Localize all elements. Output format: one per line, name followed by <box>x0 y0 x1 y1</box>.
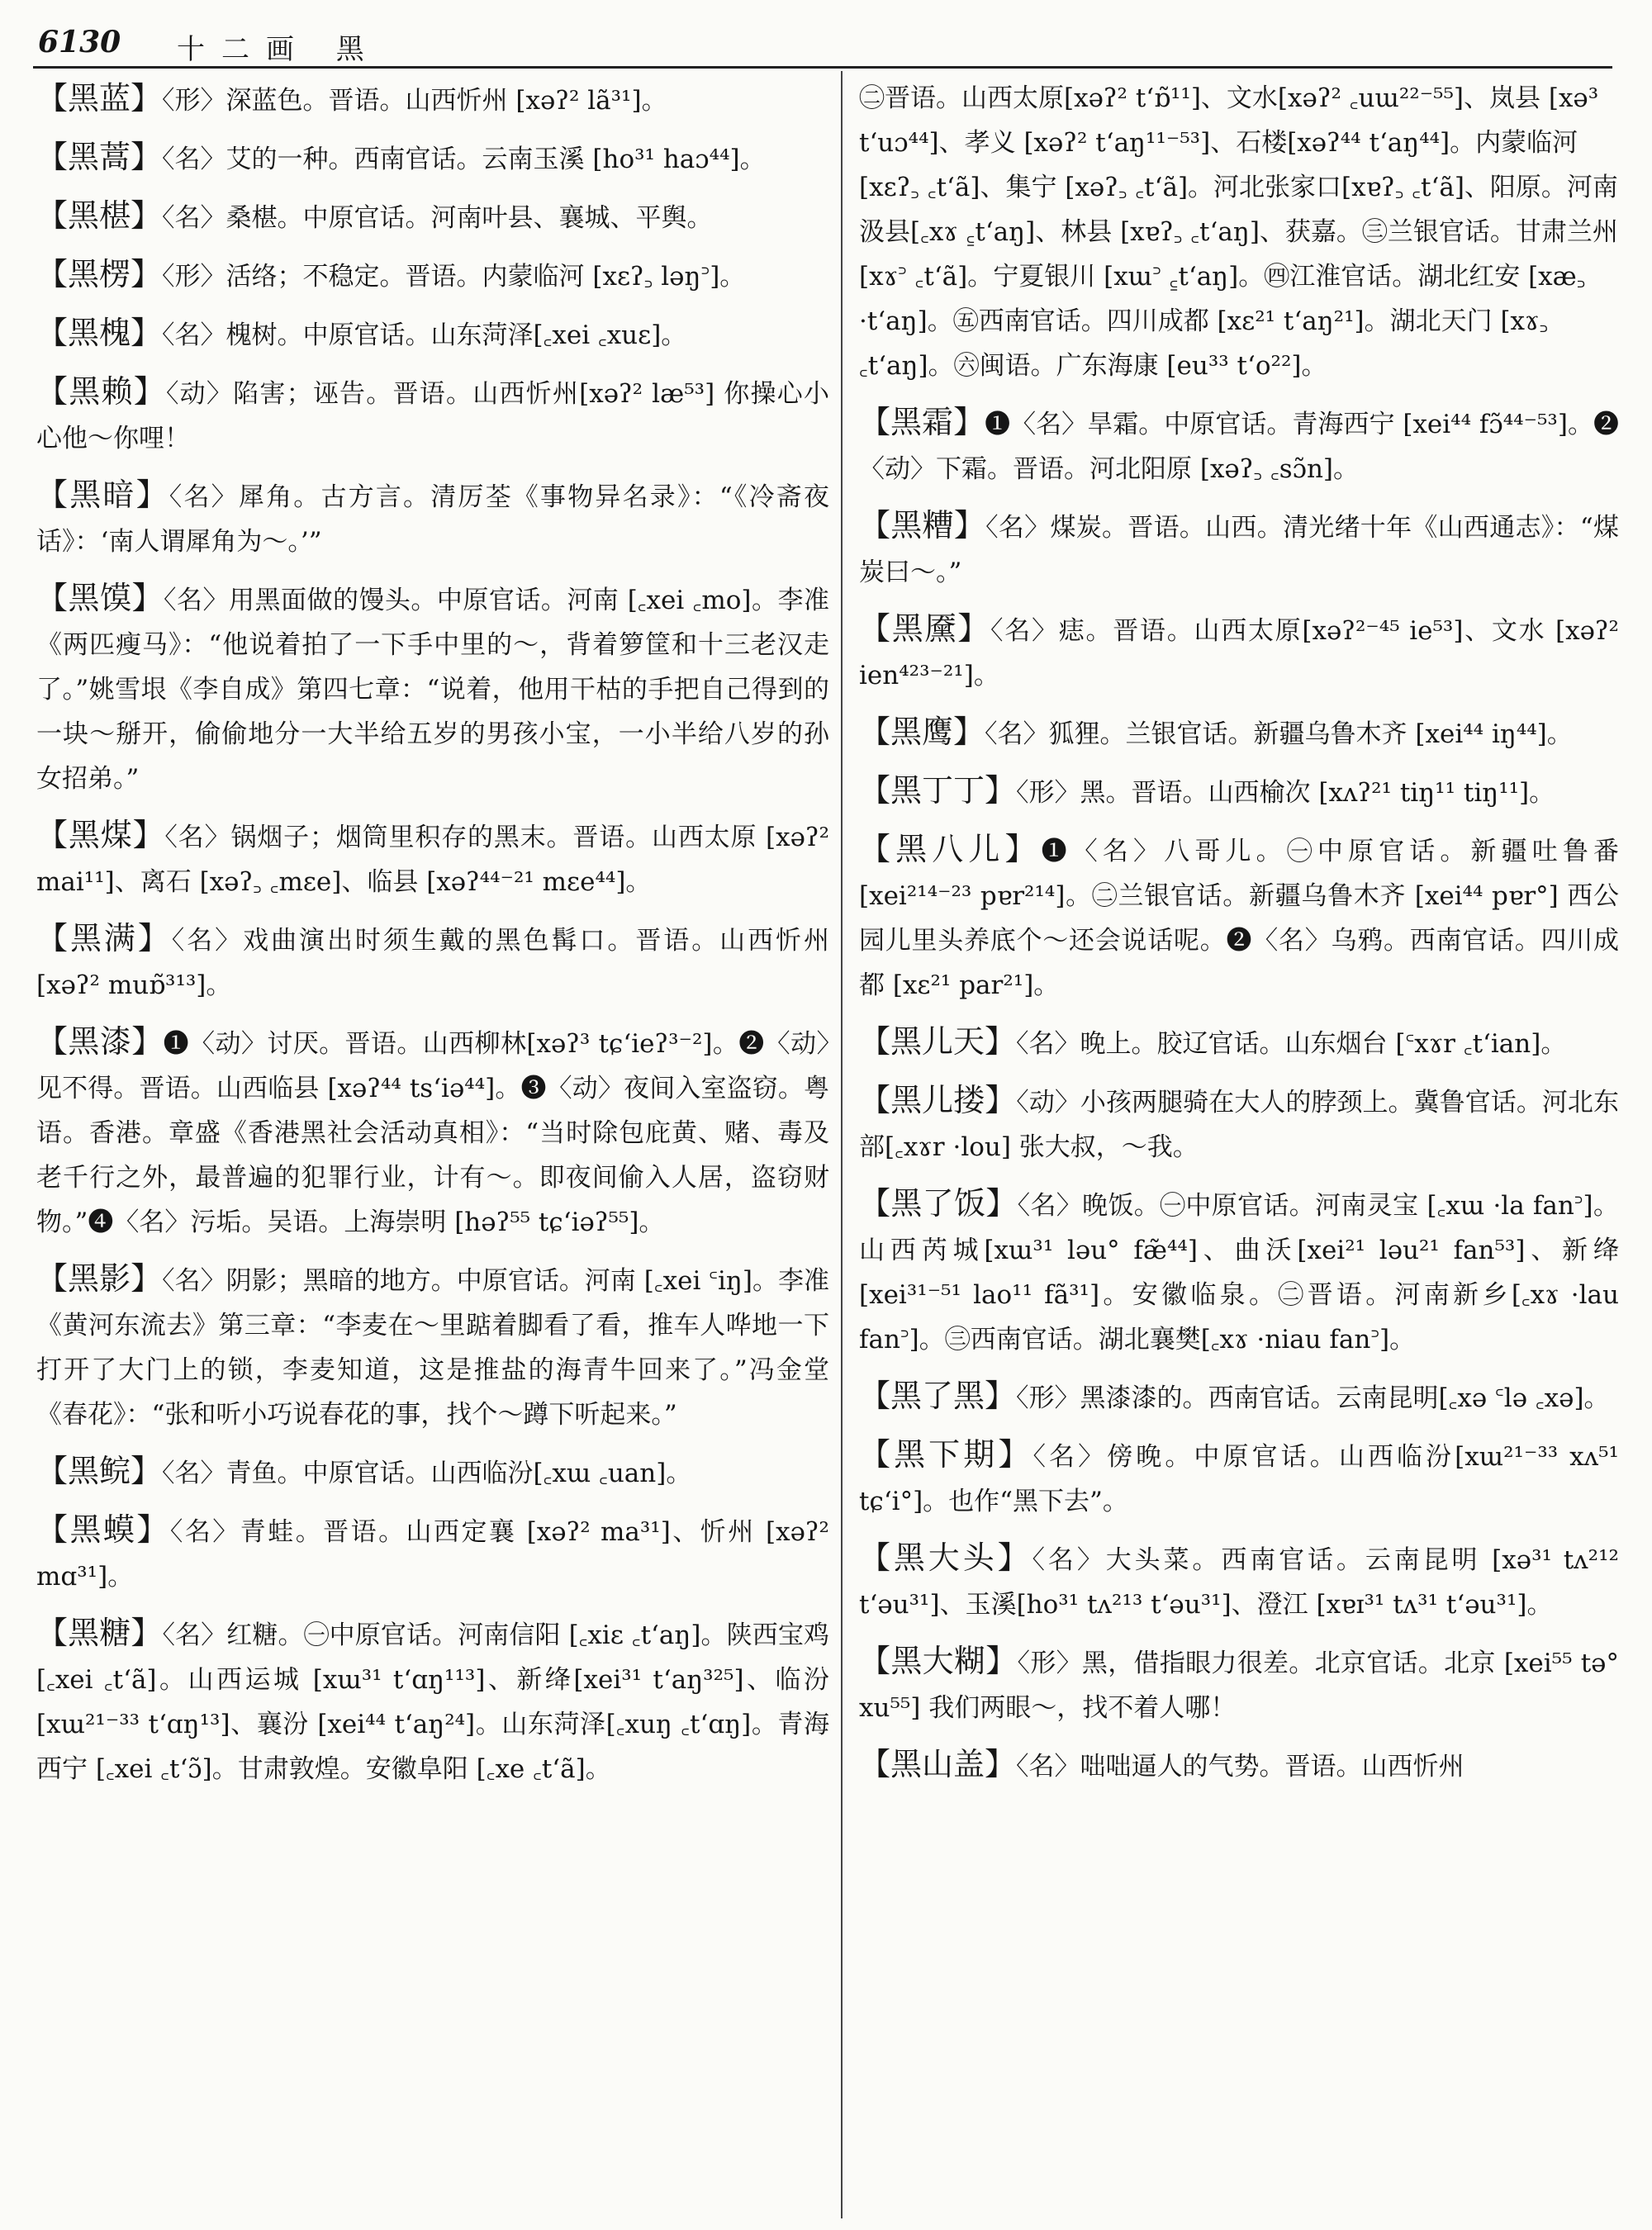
entry-definition: 〈名〉阴影；黑暗的地方。中原官话。河南 [꜀xei ꜂iŋ]。李准《黄河东流去》第三章：“李麦在～里踮着脚看了看，推车人哗地一下打开了大门上的锁，李麦知道，这是推盐的海青牛回来了。”冯金堂《春花》：“张和听小巧说春花的事，找个～蹲下听起来。” <box>36 1266 829 1430</box>
entry-headword: 【 黑鹰 】 <box>859 714 985 750</box>
entry-headword: 【 黑楞 】 <box>36 256 162 292</box>
entry-headword: 【 黑漆 】 <box>36 1023 164 1060</box>
dictionary-entry <box>36 76 829 123</box>
dictionary-entry <box>859 1742 1619 1789</box>
entry-definition: 〈形〉活络；不稳定。晋语。内蒙临河 [xɛʔ꜆ ləŋ꜄]。 <box>162 262 746 292</box>
dictionary-entry <box>859 1181 1619 1362</box>
entry-headword: 【 黑霜 】 <box>859 404 985 440</box>
entry-headword: 【 黑暗 】 <box>36 477 169 513</box>
dictionary-entry <box>859 768 1619 815</box>
entry-definition: ㊁晋语。山西太原[xəʔ² tʻɒ̃¹¹]、文水[xəʔ² ꜀uɯ²²⁻⁵⁵]、岚县 [xə³ tʻuɔ⁴⁴]、孝义 [xəʔ² tʻaŋ¹¹⁻⁵³]、石楼[xəʔ⁴⁴ tʻaŋ⁴⁴]。内蒙临河 [xɛʔ꜆ ꜀tʻã]、集宁 [xəʔ꜆ ꜀tʻã]。河北张家口[xɐʔ꜆ ꜀tʻã]、阳原。河南汲县[꜀xɤ ꜁tʻaŋ]、林县 [xɐʔ꜆ ꜀tʻaŋ]、获嘉。㊂兰银官话。甘肃兰州 [xɤ꜄ ꜀tʻã]。宁夏银川 [xɯ꜄ ꜁tʻaŋ]。㊃江淮官话。湖北红安 [xæ꜆ ·tʻaŋ]。㊄西南官话。四川成都 [xɛ²¹ tʻaŋ²¹]。湖北天门 [xɤ꜆ ꜀tʻaŋ]。㊅闽语。广东海康 [eu³³ tʻo²²]。 <box>859 83 1618 381</box>
entry-definition: 〈名〉傍晚。中原官话。山西临汾[xɯ²¹⁻³³ xʌ⁵¹ tɕʻi°]。也作“黑下去”。 <box>859 1442 1619 1516</box>
dictionary-entry <box>859 827 1619 1008</box>
entry-definition: ❶〈动〉讨厌。晋语。山西柳林[xəʔ³ tɕʻieʔ³⁻²]。❷〈动〉见不得。晋语。山西临县 [xəʔ⁴⁴ tsʻiə⁴⁴]。❸〈动〉夜间入室盗窃。粤语。香港。章盛《香港黑社会活动真相》：“当时除包庇黄、赌、毒及老千行之外，最普遍的犯罪行业，计有～。即夜间偷入人居，盗窃财物。”❹〈名〉污垢。吴语。上海崇明 [həʔ⁵⁵ tɕʻiəʔ⁵⁵]。 <box>36 1029 829 1237</box>
dictionary-entry <box>36 813 829 904</box>
entry-definition: 〈名〉煤炭。晋语。山西。清光绪十年《山西通志》：“煤炭曰～。” <box>859 513 1619 587</box>
entry-headword: 【 黑馍 】 <box>36 580 164 616</box>
entry-headword: 【 黑鲩 】 <box>36 1453 162 1489</box>
entry-definition: 〈名〉大头菜。西南官话。云南昆明 [xə³¹ tʌ²¹² tʻəu³¹]、玉溪[ho³¹ tʌ²¹³ tʻəu³¹]、澄江 [xɐɪ³¹ tʌ³¹ tʻəu³¹]。 <box>859 1545 1619 1620</box>
entry-headword: 【 黑儿天 】 <box>859 1023 1016 1060</box>
entry-definition: 〈名〉咄咄逼人的气势。晋语。山西忻州 <box>1016 1752 1464 1782</box>
entry-headword: 【 黑椹 】 <box>36 197 162 234</box>
entry-definition: ❶〈名〉八哥儿。㊀中原官话。新疆吐鲁番 [xei²¹⁴⁻²³ pɐr²¹⁴]。㊁兰银官话。新疆乌鲁木齐 [xei⁴⁴ pɐr°] 西公园儿里头养底个～还会说话呢。❷〈名〉乌鸦。西南官话。四川成都 [xɛ²¹ par²¹]。 <box>859 837 1619 1000</box>
entry-continuation <box>859 76 1619 388</box>
entry-definition: 〈名〉红糖。㊀中原官话。河南信阳 [꜀xiɛ ꜀tʻaŋ]。陕西宝鸡 [꜀xei ꜀tʻã]。山西运城 [xɯ³¹ tʻɑŋ¹¹³]、新绛[xei³¹ tʻaŋ³²⁵]、临汾[xɯ²¹⁻³³ tʻɑŋ¹³]、襄汾 [xei⁴⁴ tʻaŋ²⁴]。山东菏泽[꜀xuŋ ꜀tʻɑŋ]。青海西宁 [꜀xei ꜀tʻɔ̃]。甘肃敦煌。安徽阜阳 [꜀xe ꜀tʻã]。 <box>36 1620 829 1784</box>
entry-headword: 【 黑儿搂 】 <box>859 1082 1016 1118</box>
entry-headword: 【 黑蒿 】 <box>36 139 162 175</box>
dictionary-entry <box>859 606 1619 698</box>
dictionary-entry <box>36 369 829 461</box>
dictionary-entry <box>36 1256 829 1437</box>
entry-headword: 【 黑槐 】 <box>36 315 162 351</box>
entry-definition: 〈形〉黑。晋语。山西榆次 [xʌʔ²¹ tiŋ¹¹ tiŋ¹¹]。 <box>1016 778 1555 808</box>
dictionary-entry <box>859 1019 1619 1066</box>
right-column <box>859 76 1619 2223</box>
entry-headword: 【 黑八儿 】 <box>859 831 1042 867</box>
dictionary-entry <box>859 1432 1619 1524</box>
page-header <box>38 15 1607 64</box>
dictionary-entry <box>859 1374 1619 1421</box>
entry-headword: 【 黑山盖 】 <box>859 1746 1016 1782</box>
page-title: 十二画 黑 <box>177 33 381 66</box>
entry-definition: 〈名〉戏曲演出时须生戴的黑色髯口。晋语。山西忻州 [xəʔ² muɒ̃³¹³]。 <box>36 926 829 1000</box>
entry-definition: 〈名〉青蛙。晋语。山西定襄 [xəʔ² ma³¹]、忻州 [xəʔ² mɑ³¹]。 <box>36 1517 829 1592</box>
entry-definition: 〈名〉狐狸。兰银官话。新疆乌鲁木齐 [xei⁴⁴ iŋ⁴⁴]。 <box>985 719 1573 749</box>
dictionary-entry <box>859 503 1619 595</box>
dictionary-entry <box>36 1019 829 1245</box>
dictionary-entry <box>36 311 829 358</box>
entry-headword: 【 黑影 】 <box>36 1260 162 1297</box>
dictionary-entry <box>36 472 829 564</box>
entry-definition: 〈形〉黑，借指眼力很差。北京官话。北京 [xei⁵⁵ tə° xu⁵⁵] 我们两眼～，找不着人哪！ <box>859 1649 1619 1723</box>
entry-headword: 【 黑蓝 】 <box>36 80 162 116</box>
entry-definition: 〈名〉锅烟子；烟筒里积存的黑末。晋语。山西太原 [xəʔ² mai¹¹]、离石 [xəʔ꜆ ꜀mɛe]、临县 [xəʔ⁴⁴⁻²¹ mɛe⁴⁴]。 <box>36 823 829 897</box>
entry-headword: 【 黑丁丁 】 <box>859 772 1016 809</box>
entry-definition: ❶〈名〉旱霜。中原官话。青海西宁 [xei⁴⁴ fɔ̃⁴⁴⁻⁵³]。❷〈动〉下霜。晋语。河北阳原 [xəʔ꜆ ꜀sɔ̃n]。 <box>859 410 1619 484</box>
dictionary-entry <box>36 1611 829 1791</box>
dictionary-entry <box>859 1078 1619 1170</box>
entry-headword: 【 黑糟 】 <box>859 507 985 543</box>
header-rule <box>33 66 1612 69</box>
left-column <box>36 76 829 2223</box>
entry-definition: 〈形〉黑漆漆的。西南官话。云南昆明[꜀xə ꜂lə ꜀xə]。 <box>1016 1383 1610 1413</box>
entry-definition: 〈名〉犀角。古方言。清厉荃《事物异名录》：“《冷斋夜话》：‘南人谓犀角为～。’” <box>36 482 829 557</box>
entry-headword: 【 黑黡 】 <box>859 610 990 647</box>
dictionary-entry <box>36 135 829 182</box>
entry-headword: 【 黑满 】 <box>36 920 172 956</box>
entry-headword: 【 黑了黑 】 <box>859 1378 1016 1414</box>
dictionary-entry <box>859 1639 1619 1730</box>
entry-definition: 〈动〉陷害；诬告。晋语。山西忻州[xəʔ² læ⁵³] 你操心小心他～你哩！ <box>36 379 829 453</box>
entry-definition: 〈名〉青鱼。中原官话。山西临汾[꜀xɯ ꜀uan]。 <box>162 1459 692 1488</box>
column-divider <box>841 71 843 2218</box>
entry-definition: 〈名〉槐树。中原官话。山东菏泽[꜀xei ꜀xuɛ]。 <box>162 320 687 350</box>
dictionary-entry <box>36 1507 829 1599</box>
entry-headword: 【 黑蟆 】 <box>36 1511 170 1548</box>
entry-definition: 〈名〉痣。晋语。山西太原[xəʔ²⁻⁴⁵ ie⁵³]、文水 [xəʔ² ien⁴²³⁻²¹]。 <box>859 616 1619 690</box>
dictionary-entry <box>859 1535 1619 1627</box>
entry-headword: 【 黑下期 】 <box>859 1436 1032 1473</box>
dictionary-entry <box>859 709 1619 757</box>
entry-definition: 〈名〉晚上。胶辽官话。山东烟台 [꜂xɤr ꜀tʻian]。 <box>1016 1029 1567 1059</box>
entry-headword: 【 黑大头 】 <box>859 1540 1032 1576</box>
dictionary-entry <box>36 252 829 299</box>
dictionary-entry <box>36 576 829 801</box>
entry-definition: 〈名〉晚饭。㊀中原官话。河南灵宝 [꜀xɯ ·la fan꜄]。山西芮城[xɯ³¹ ləu° fæ̃⁴⁴]、曲沃[xei²¹ ləu²¹ fan⁵³]、新绛 [xei³¹⁻⁵¹ lao¹¹ fã³¹]。安徽临泉。㊁晋语。河南新乡[꜀xɤ ·lau fan꜄]。㊂西南官话。湖北襄樊[꜀xɤ ·niau fan꜄]。 <box>859 1191 1619 1355</box>
dictionary-entry <box>36 916 829 1008</box>
entry-definition: 〈名〉桑椹。中原官话。河南叶县、襄城、平舆。 <box>162 203 713 233</box>
entry-definition: 〈名〉艾的一种。西南官话。云南玉溪 [ho³¹ haɔ⁴⁴]。 <box>162 145 766 174</box>
dictionary-entry <box>36 193 829 240</box>
dictionary-entry <box>36 1449 829 1496</box>
entry-headword: 【 黑赖 】 <box>36 373 166 410</box>
entry-definition: 〈动〉小孩两腿骑在大人的脖颈上。冀鲁官话。河北东部[꜀xɤr ·lou] 张大叔，～我。 <box>859 1088 1619 1162</box>
page-number: 6130 <box>38 25 121 59</box>
entry-headword: 【 黑大糊 】 <box>859 1643 1018 1679</box>
entry-definition: 〈名〉用黑面做的馒头。中原官话。河南 [꜀xei ꜀mo]。李准《两匹瘦马》：“他说着拍了一下手中里的～，背着箩筐和十三老汉走了。”姚雪垠《李自成》第四七章：“说着，他用干枯的手把自己得到的一块～掰开，偷偷地分一大半给五岁的男孩小宝，一小半给八岁的孙女招弟。” <box>36 586 829 794</box>
entry-definition: 〈形〉深蓝色。晋语。山西忻州 [xəʔ² lã³¹]。 <box>162 86 667 116</box>
entry-headword: 【 黑煤 】 <box>36 817 164 853</box>
entry-headword: 【 黑了饭 】 <box>859 1185 1018 1222</box>
entry-headword: 【 黑糖 】 <box>36 1615 162 1651</box>
dictionary-entry <box>859 400 1619 491</box>
